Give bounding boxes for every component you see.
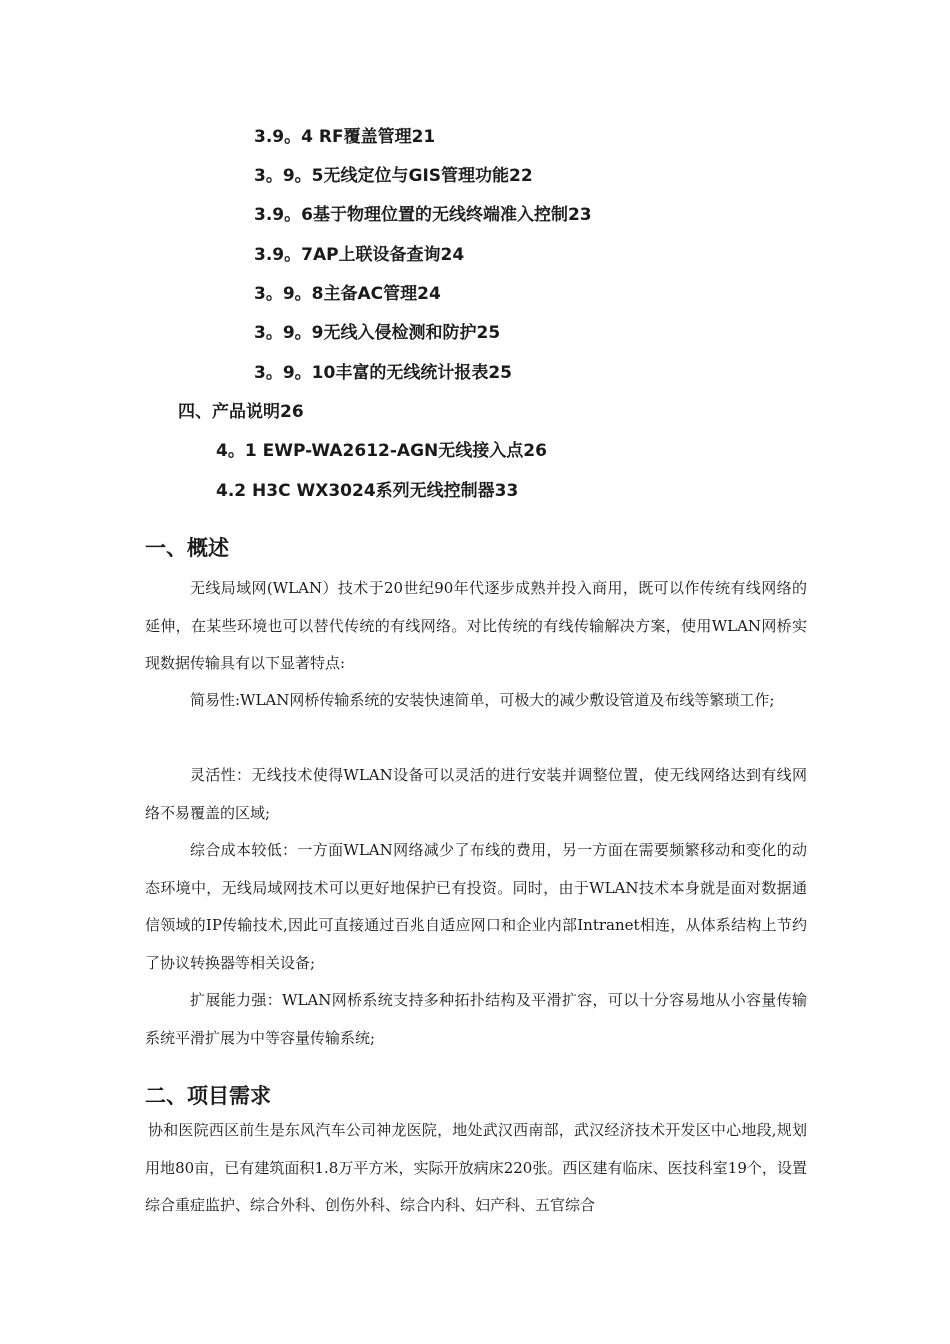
paragraph: 灵活性：无线技术使得WLAN设备可以灵活的进行安装并调整位置，使无线网络达到有线网络不易覆盖的区域; — [145, 766, 807, 822]
toc-item[interactable]: 3。9。10丰富的无线统计报表25 — [254, 363, 512, 383]
paragraph: 简易性:WLAN网桥传输系统的安装快速简单，可极大的减少敷设管道及布线等繁琐工作; — [190, 691, 775, 709]
toc-item[interactable]: 3。9。5无线定位与GIS管理功能22 — [254, 166, 533, 186]
toc-item[interactable]: 3。9。9无线入侵检测和防护25 — [254, 323, 501, 343]
paragraph: 协和医院西区前生是东风汽车公司神龙医院，地处武汉西南部，武汉经济技术开发区中心地段,规划用地80亩，已有建筑面积1.8万平方米，实际开放病床220张。西区建有临床、医技科室19个，设置综合重症监护、综合外科、创伤外科、综合内科、妇产科、五官综合 — [145, 1121, 807, 1214]
toc-item[interactable]: 4.2 H3C WX3024系列无线控制器33 — [216, 481, 519, 501]
section-heading-overview: 一、概述 — [145, 536, 229, 560]
toc-item[interactable]: 3.9。7AP上联设备查询24 — [254, 245, 465, 265]
section-heading-requirements: 二、项目需求 — [145, 1084, 271, 1108]
toc-item[interactable]: 3.9。4 RF覆盖管理21 — [254, 127, 436, 147]
toc-item[interactable]: 3.9。6基于物理位置的无线终端准入控制23 — [254, 205, 592, 225]
toc-item[interactable]: 4。1 EWP-WA2612-AGN无线接入点26 — [216, 441, 547, 461]
paragraph: 无线局域网(WLAN）技术于20世纪90年代逐步成熟并投入商用，既可以作传统有线网络的延伸，在某些环境也可以替代传统的有线网络。对比传统的有线传输解决方案，使用WLAN网桥实现数据传输具有以下显著特点: — [145, 579, 807, 672]
toc-item[interactable]: 四、产品说明26 — [178, 402, 304, 422]
toc-item[interactable]: 3。9。8主备AC管理24 — [254, 284, 441, 304]
paragraph: 综合成本较低：一方面WLAN网络减少了布线的费用，另一方面在需要频繁移动和变化的动态环境中，无线局域网技术可以更好地保护已有投资。同时，由于WLAN技术本身就是面对数据通信领域的IP传输技术,因此可直接通过百兆自适应网口和企业内部Intranet相连，从体系结构上节约了协议转换器等相关设备; — [145, 841, 807, 972]
paragraph: 扩展能力强：WLAN网桥系统支持多种拓扑结构及平滑扩容，可以十分容易地从小容量传输系统平滑扩展为中等容量传输系统; — [145, 991, 807, 1047]
